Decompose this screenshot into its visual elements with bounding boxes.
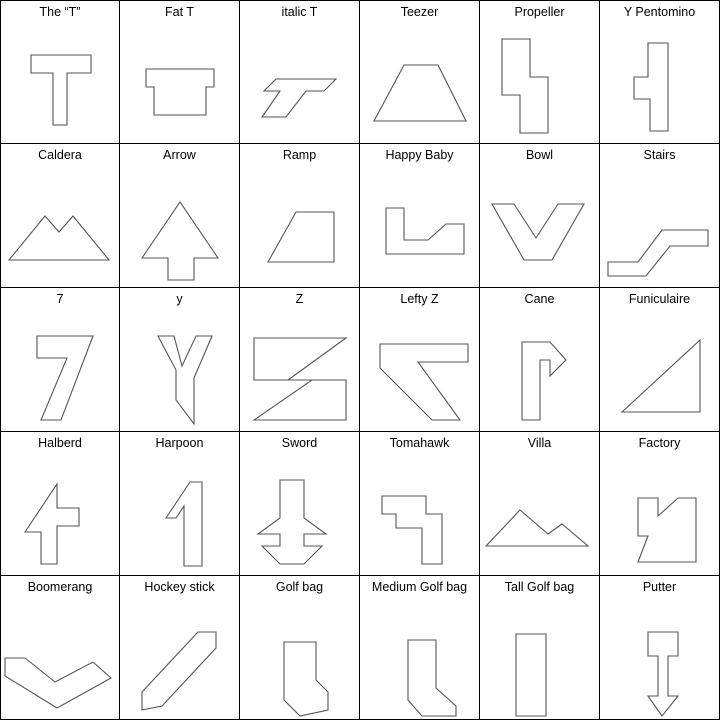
shape-cell[interactable] <box>120 0 240 144</box>
shape-label: Halberd <box>38 436 82 450</box>
shape-cell[interactable] <box>0 0 120 144</box>
shape-drawing-tomahawk <box>360 452 480 574</box>
shape-cell[interactable] <box>120 432 240 576</box>
shape-drawing-ramp <box>240 164 360 286</box>
shape-drawing-y-letter <box>120 308 240 430</box>
shape-cell[interactable] <box>0 288 120 432</box>
shape-drawing-italic-t <box>240 21 360 143</box>
shape-label: Factory <box>638 436 681 450</box>
shape-cell[interactable] <box>240 432 360 576</box>
shape-drawing-stairs <box>600 164 720 286</box>
shape-drawing-boomerang <box>1 596 120 718</box>
shape-drawing-cane <box>480 308 600 430</box>
shape-label: Harpoon <box>155 436 204 450</box>
shape-label: y <box>176 292 183 306</box>
shape-label: Boomerang <box>27 580 93 594</box>
shape-cell[interactable] <box>600 0 720 144</box>
shape-label: Arrow <box>163 148 196 162</box>
shape-label: Hockey stick <box>144 580 215 594</box>
shape-label: Y Pentomino <box>623 5 696 19</box>
shape-label: Sword <box>281 436 318 450</box>
shape-cell[interactable] <box>360 288 480 432</box>
shape-cell[interactable] <box>360 0 480 144</box>
shape-drawing-fat-t <box>120 21 240 143</box>
shape-label: Bowl <box>525 148 554 162</box>
shape-label: Cane <box>524 292 555 306</box>
shape-drawing-tall-golf-bag <box>480 596 600 718</box>
shape-drawing-teezer <box>360 21 480 143</box>
shape-cell[interactable] <box>120 144 240 288</box>
shape-drawing-the-t <box>1 21 120 143</box>
shape-cell[interactable] <box>600 144 720 288</box>
shape-cell[interactable] <box>240 288 360 432</box>
shape-label: Stairs <box>643 148 676 162</box>
shape-drawing-lefty-z <box>360 308 480 430</box>
shape-label: Lefty Z <box>400 292 439 306</box>
shape-drawing-harpoon <box>120 452 240 574</box>
shape-label: italic T <box>281 5 318 19</box>
shape-cell[interactable] <box>0 576 120 720</box>
shape-drawing-happy-baby <box>360 164 480 286</box>
shape-drawing-propeller <box>480 21 600 143</box>
shape-drawing-factory <box>600 452 720 574</box>
shape-cell[interactable] <box>360 144 480 288</box>
shape-label: Propeller <box>514 5 565 19</box>
shape-cell[interactable] <box>480 144 600 288</box>
shape-label: Teezer <box>400 5 439 19</box>
shape-drawing-funiculaire <box>600 308 720 430</box>
shape-cell[interactable] <box>0 432 120 576</box>
shape-drawing-halberd <box>1 452 120 574</box>
shape-drawing-y-pentomino <box>600 21 720 143</box>
shape-cell[interactable] <box>480 288 600 432</box>
shape-label: 7 <box>56 292 64 306</box>
shape-cell[interactable] <box>0 144 120 288</box>
shape-drawing-sword <box>240 452 360 574</box>
shape-drawing-villa <box>480 452 600 574</box>
shape-cell[interactable] <box>240 0 360 144</box>
shape-cell[interactable] <box>480 576 600 720</box>
shape-label: Golf bag <box>275 580 324 594</box>
shape-label: Happy Baby <box>385 148 454 162</box>
shape-drawing-seven <box>1 308 120 430</box>
shape-label: Fat T <box>165 5 194 19</box>
shape-cell[interactable] <box>600 432 720 576</box>
shape-label: Caldera <box>38 148 82 162</box>
shape-label: Tall Golf bag <box>504 580 575 594</box>
shape-label: Ramp <box>282 148 317 162</box>
shape-cell[interactable] <box>360 576 480 720</box>
shape-drawing-golf-bag <box>240 596 360 718</box>
shape-drawing-bowl <box>480 164 600 286</box>
shape-cell[interactable] <box>600 576 720 720</box>
shape-label: Tomahawk <box>389 436 450 450</box>
shape-cell[interactable] <box>240 144 360 288</box>
shape-label: Z <box>295 292 304 306</box>
shape-cell[interactable] <box>480 432 600 576</box>
shape-drawing-arrow <box>120 164 240 286</box>
shape-label: Medium Golf bag <box>371 580 468 594</box>
shape-drawing-medium-golf-bag <box>360 596 480 718</box>
shape-drawing-hockey-stick <box>120 596 240 718</box>
shape-cell[interactable] <box>480 0 600 144</box>
shape-label: The “T” <box>39 5 81 19</box>
shape-label: Villa <box>527 436 552 450</box>
shape-cell[interactable] <box>360 432 480 576</box>
shape-drawing-putter <box>600 596 720 718</box>
shape-label: Putter <box>642 580 677 594</box>
shape-cell[interactable] <box>240 576 360 720</box>
shape-cell[interactable] <box>600 288 720 432</box>
shape-drawing-z-letter <box>240 308 360 430</box>
shape-cell[interactable] <box>120 576 240 720</box>
shape-cell[interactable] <box>120 288 240 432</box>
shape-drawing-caldera <box>1 164 120 286</box>
shape-label: Funiculaire <box>628 292 691 306</box>
